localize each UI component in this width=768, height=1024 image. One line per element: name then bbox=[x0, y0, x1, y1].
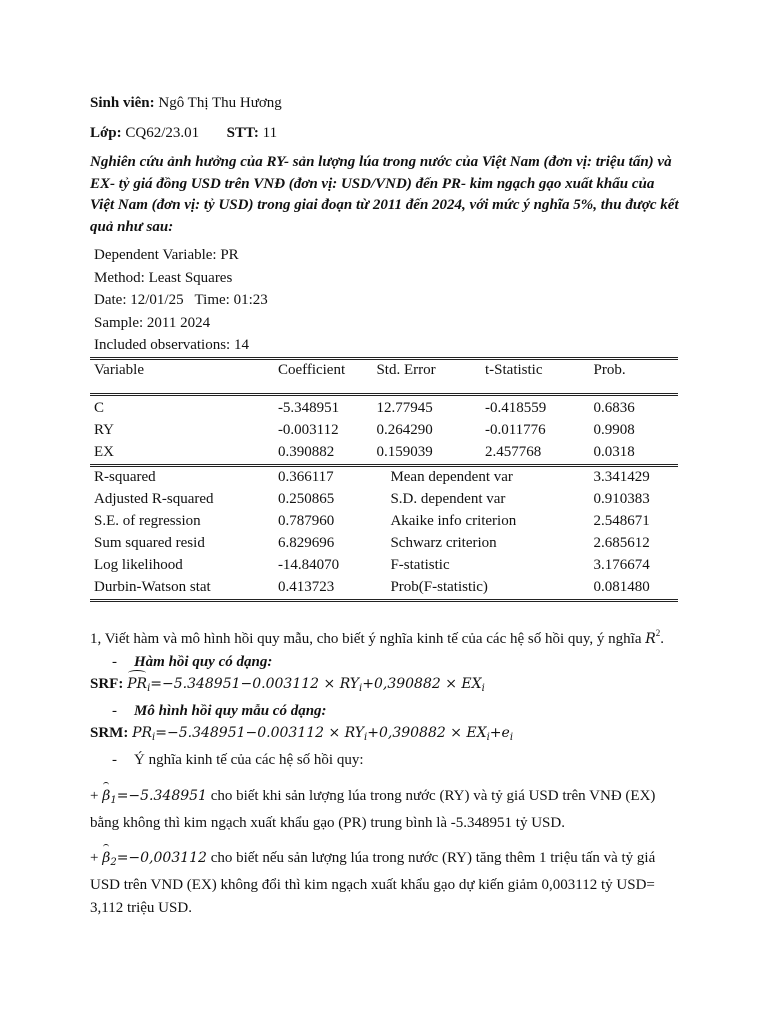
regression-table bbox=[90, 357, 678, 602]
beta1-paragraph: + $\beta_1=-5.348951$ cho biết khi sản lượng lúa trong nước (RY) và tỷ giá USD trên VNĐ (EX) bằng không thì kim ngạch xuất khẩu gạo (PR) trung bình là -5.348951 tỷ USD. bbox=[90, 785, 680, 835]
stt-value: 11 bbox=[262, 125, 278, 141]
srm-heading: Mô hình hồi quy mẫu có dạng: bbox=[134, 702, 327, 719]
dependent-variable: Dependent Variable: PR bbox=[94, 247, 239, 263]
table-row: C -5.348951 12.77945 -0.418559 0.6836 bbox=[94, 400, 635, 416]
regression-header bbox=[90, 244, 680, 357]
student-label: Sinh viên: bbox=[90, 95, 155, 111]
research-title: Nghiên cứu ảnh hưởng của RY- sản lượng lúa trong nước của Việt Nam (đơn vị: triệu tấn) và EX- tỷ giá đồng USD trên VNĐ (đơn vị: USD/VND) đến PR- kim ngạch gạo xuất khẩu của Việt Nam (đơn vị: tỷ USD) trong giai đoạn từ 2011 đến 2024, với mức ý nghĩa 5%, thu được kết quả như sau: bbox=[90, 154, 679, 235]
table-header-row bbox=[90, 358, 678, 382]
col-header: Coefficient bbox=[277, 362, 346, 378]
srm-heading-line: - Mô hình hồi quy mẫu có dạng: bbox=[112, 702, 327, 719]
srf-heading-line: - Hàm hồi quy có dạng: bbox=[112, 653, 273, 670]
class-label: Lớp: bbox=[90, 125, 122, 141]
stt-label: STT: bbox=[226, 125, 259, 141]
stats-row: R-squared 0.366117 Mean dependent var 3.341429 bbox=[94, 469, 650, 485]
meaning-heading: Ý nghĩa kinh tế của các hệ số hồi quy: bbox=[134, 751, 364, 768]
beta2-paragraph: + $\beta_2=-0,003112$ cho biết nếu sản lượng lúa trong nước (RY) tăng thêm 1 triệu tấn và tỷ giá USD trên VND (EX) không đổi thì kim ngạch xuất khẩu gạo dự kiến giảm 0,003112 tỷ USD= 3,112 triệu USD. bbox=[90, 847, 680, 920]
date-time: Date: 12/01/25 Time: 01:23 bbox=[94, 292, 268, 308]
col-header: Prob. bbox=[593, 362, 626, 378]
srf-equation: SRF: $PR_i=-5.348951-0.003112 \times RY_i+0,390882 \times EX_i$ bbox=[90, 673, 680, 700]
observations: Included observations: 14 bbox=[94, 337, 249, 353]
stats-row: Sum squared resid 6.829696 Schwarz criterion 2.685612 bbox=[94, 535, 650, 551]
question-1: 1, Viết hàm và mô hình hồi quy mẫu, cho biết ý nghĩa kinh tế của các hệ số hồi quy, ý nghĩa $R^2$. bbox=[90, 627, 665, 647]
table-row: EX 0.390882 0.159039 2.457768 0.0318 bbox=[90, 442, 678, 466]
col-header: Std. Error bbox=[376, 362, 436, 378]
stats-row: Log likelihood -14.84070 F-statistic 3.176674 bbox=[94, 557, 650, 573]
method: Method: Least Squares bbox=[94, 269, 233, 286]
col-header: Variable bbox=[94, 362, 144, 378]
srf-heading: Hàm hồi quy có dạng: bbox=[134, 653, 273, 670]
student-line bbox=[90, 92, 680, 114]
class-line bbox=[90, 122, 680, 144]
meaning-heading-line: - Ý nghĩa kinh tế của các hệ số hồi quy: bbox=[112, 751, 364, 768]
sample: Sample: 2011 2024 bbox=[94, 314, 211, 331]
stats-row: S.E. of regression 0.787960 Akaike info criterion 2.548671 bbox=[94, 513, 650, 529]
document-page bbox=[90, 92, 680, 920]
stats-row: Durbin-Watson stat 0.413723 Prob(F-statistic) 0.081480 bbox=[90, 577, 678, 601]
table-row: RY -0.003112 0.264290 -0.011776 0.9908 bbox=[94, 422, 635, 438]
srm-equation: SRM: $PR_i=-5.348951-0.003112 \times RY_i+0,390882 \times EX_i+e_i$ bbox=[90, 724, 514, 743]
col-header: t-Statistic bbox=[484, 362, 543, 378]
student-name: Ngô Thị Thu Hương bbox=[158, 95, 282, 111]
class-value: CQ62/23.01 bbox=[125, 125, 200, 141]
stats-row: Adjusted R-squared 0.250865 S.D. dependent var 0.910383 bbox=[94, 491, 650, 507]
